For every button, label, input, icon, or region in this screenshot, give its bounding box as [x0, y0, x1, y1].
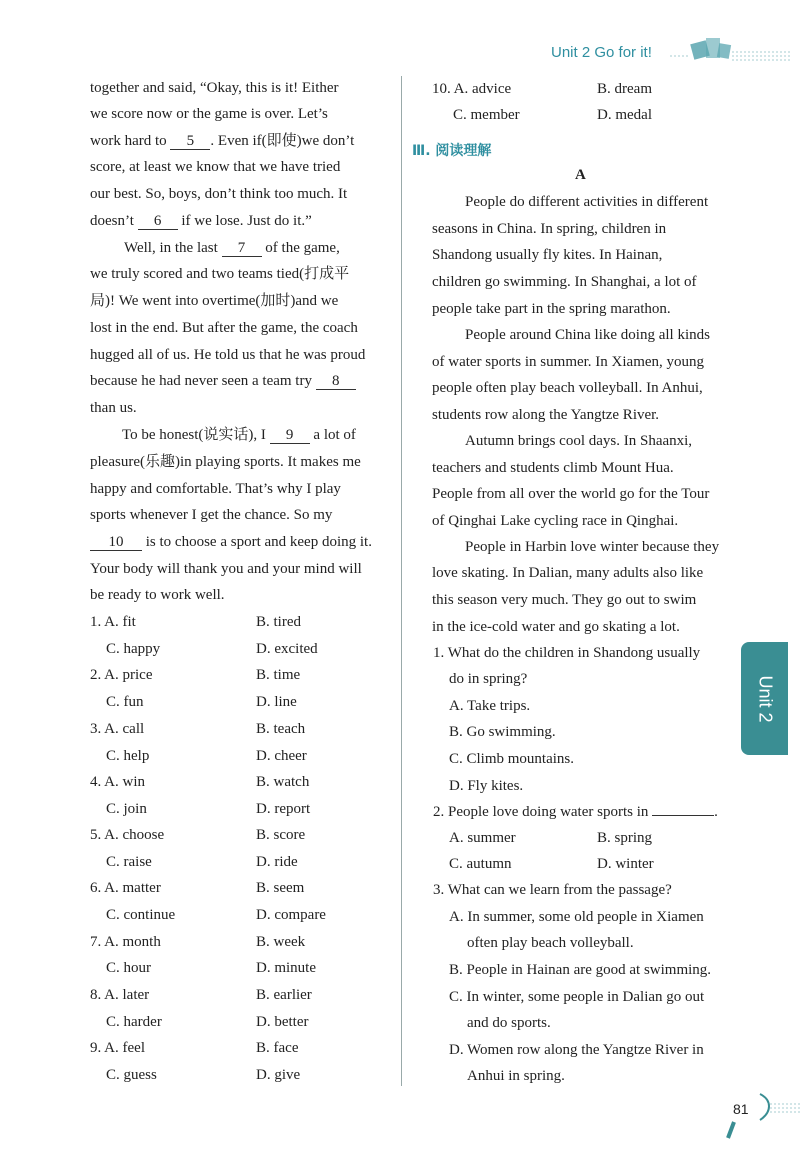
passage-text: because he had never seen a team try: [90, 373, 316, 389]
question-3-option-c: C. In winter, some people in Dalian go out: [449, 989, 705, 1005]
reading-line: Shandong usually fly kites. In Hainan,: [432, 247, 663, 263]
passage-line: [90, 131, 354, 151]
question-1-stem-line2: do in spring?: [449, 671, 528, 687]
passage-line: [122, 425, 356, 445]
passage-text: To be honest(说实话), I: [122, 427, 270, 443]
cloze-9-option-d: D. give: [256, 1067, 301, 1083]
passage-text: we truly scored and two teams tied(打成平: [90, 266, 350, 282]
passage-line: [90, 211, 312, 231]
passage-text: our best. So, boys, don’t think too much. It: [90, 186, 348, 202]
cloze-10-option-a: 10. A. advice: [432, 81, 512, 97]
question-2-stem: [433, 802, 718, 822]
cloze-7-option-a: 7. A. month: [90, 934, 161, 950]
passage-text: sports whenever I get the chance. So my: [90, 507, 333, 523]
passage-text: Well, in the last: [124, 240, 222, 256]
unit-header-title: Unit 2 Go for it!: [551, 44, 652, 61]
passage-text: be ready to work well.: [90, 587, 225, 603]
passage-line: [90, 78, 339, 98]
question-3-option-b: B. People in Hainan are good at swimming.: [449, 962, 712, 978]
reading-line: Autumn brings cool days. In Shaanxi,: [465, 433, 693, 449]
cloze-10-option-b: B. dream: [597, 81, 652, 97]
cloze-6-option-d: D. compare: [256, 907, 326, 923]
question-2-option-a: A. summer: [449, 830, 516, 846]
cloze-5-option-a: 5. A. choose: [90, 827, 165, 843]
cloze-9-option-a: 9. A. feel: [90, 1040, 145, 1056]
cloze-1-option-b: B. tired: [256, 614, 301, 630]
cloze-1-option-a: 1. A. fit: [90, 614, 136, 630]
cloze-blank-7: 7: [222, 240, 262, 257]
question-2-option-b: B. spring: [597, 830, 653, 846]
passage-line: [90, 157, 340, 177]
reading-line: students row along the Yangtze River.: [432, 407, 660, 423]
passage-text: than us.: [90, 400, 137, 416]
passage-text: score, at least we know that we have tried: [90, 159, 341, 175]
reading-line: love skating. In Dalian, many adults also like: [432, 565, 704, 581]
cloze-7-option-c: C. hour: [106, 960, 151, 976]
passage-text: we score now or the game is over. Let’s: [90, 106, 328, 122]
passage-line: [90, 452, 361, 472]
passage-text: lost in the end. But after the game, the coach: [90, 320, 358, 336]
passage-line: [90, 479, 341, 499]
question-3-stem: 3. What can we learn from the passage?: [433, 882, 672, 898]
question-2-option-c: C. autumn: [449, 856, 512, 872]
question-2-stem-text: 2. People love doing water sports in: [433, 804, 649, 820]
page-number: 81: [733, 1101, 749, 1117]
reading-line: seasons in China. In spring, children in: [432, 221, 667, 237]
cloze-9-option-b: B. face: [256, 1040, 299, 1056]
page-number-decoration: [720, 1090, 800, 1140]
cloze-7-option-b: B. week: [256, 934, 306, 950]
cloze-10-option-d: D. medal: [597, 107, 652, 123]
cloze-8-option-d: D. better: [256, 1014, 309, 1030]
cloze-9-option-c: C. guess: [106, 1067, 157, 1083]
passage-line: [90, 264, 349, 284]
passage-text: is to choose a sport and keep doing it.: [142, 534, 372, 550]
cloze-2-option-c: C. fun: [106, 694, 144, 710]
cloze-8-option-a: 8. A. later: [90, 987, 150, 1003]
passage-text: hugged all of us. He told us that he was proud: [90, 347, 366, 363]
reading-line: People from all over the world go for the Tour: [432, 486, 710, 502]
cloze-2-option-b: B. time: [256, 667, 301, 683]
reading-line: people often play beach volleyball. In Anhui,: [432, 380, 703, 396]
passage-line: [90, 532, 372, 552]
cloze-3-option-a: 3. A. call: [90, 721, 145, 737]
cloze-8-option-b: B. earlier: [256, 987, 312, 1003]
question-2-option-d: D. winter: [597, 856, 654, 872]
cloze-2-option-d: D. line: [256, 694, 297, 710]
passage-text: together and said, “Okay, this is it! Either: [90, 80, 339, 96]
cloze-6-option-a: 6. A. matter: [90, 880, 161, 896]
question-2-blank: [652, 815, 714, 816]
passage-text: work hard to: [90, 133, 171, 149]
unit-side-tab-label: Unit 2: [755, 674, 775, 723]
passage-text: doesn’t: [90, 213, 138, 229]
cloze-6-option-b: B. seem: [256, 880, 305, 896]
reading-line: this season very much. They go out to swim: [432, 592, 697, 608]
passage-text: . Even if(即使)we don’t: [210, 133, 355, 149]
passage-line: [90, 318, 358, 338]
unit-side-tab: [741, 642, 788, 755]
question-1-option-b: B. Go swimming.: [449, 724, 556, 740]
reading-line: children go swimming. In Shanghai, a lot of: [432, 274, 697, 290]
passage-line: [90, 345, 365, 365]
question-1-option-d: D. Fly kites.: [449, 778, 524, 794]
passage-text: a lot of: [309, 427, 356, 443]
cloze-blank-5: 5: [170, 133, 210, 150]
cloze-4-option-b: B. watch: [256, 774, 310, 790]
question-1-option-c: C. Climb mountains.: [449, 751, 575, 767]
passage-line: [90, 505, 332, 525]
question-2-stem-end: .: [714, 804, 718, 820]
cloze-5-option-b: B. score: [256, 827, 306, 843]
question-1-stem-line1: 1. What do the children in Shandong usually: [433, 645, 701, 661]
question-3-option-a-cont: often play beach volleyball.: [467, 935, 634, 951]
question-3-option-c-cont: and do sports.: [467, 1015, 551, 1031]
cloze-4-option-d: D. report: [256, 801, 311, 817]
reading-line: People do different activities in different: [465, 194, 709, 210]
cloze-blank-8: 8: [316, 373, 356, 390]
cloze-blank-9: 9: [270, 427, 310, 444]
cloze-2-option-a: 2. A. price: [90, 667, 153, 683]
reading-line: of Qinghai Lake cycling race in Qinghai.: [432, 513, 679, 529]
cloze-4-option-a: 4. A. win: [90, 774, 146, 790]
question-3-option-d: D. Women row along the Yangtze River in: [449, 1042, 704, 1058]
passage-text: happy and comfortable. That’s why I play: [90, 481, 341, 497]
cloze-6-option-c: C. continue: [106, 907, 176, 923]
header-decoration: [670, 34, 790, 68]
passage-text: 局)! We went into overtime(加时)and we: [90, 293, 339, 309]
cloze-3-option-d: D. cheer: [256, 748, 307, 764]
passage-line: [90, 585, 225, 605]
reading-line: of water sports in summer. In Xiamen, young: [432, 354, 705, 370]
reading-line: in the ice-cold water and go skating a lot.: [432, 619, 680, 635]
passage-line: [90, 371, 356, 391]
reading-line: People around China like doing all kinds: [465, 327, 710, 343]
passage-letter: A: [575, 167, 586, 183]
cloze-7-option-d: D. minute: [256, 960, 316, 976]
passage-line: [90, 559, 362, 579]
passage-line: [90, 291, 338, 311]
question-3-option-a: A. In summer, some old people in Xiamen: [449, 909, 704, 925]
reading-line: people take part in the spring marathon.: [432, 301, 671, 317]
cloze-4-option-c: C. join: [106, 801, 147, 817]
passage-text: if we lose. Just do it.”: [177, 213, 312, 229]
cloze-blank-6: 6: [138, 213, 178, 230]
section-title: Ⅲ. 阅读理解: [412, 143, 492, 159]
question-1-option-a: A. Take trips.: [449, 698, 531, 714]
cloze-8-option-c: C. harder: [106, 1014, 162, 1030]
cloze-1-option-d: D. excited: [256, 641, 318, 657]
passage-line: [90, 398, 137, 418]
cloze-10-option-c: C. member: [453, 107, 520, 123]
cloze-5-option-c: C. raise: [106, 854, 152, 870]
passage-line: [124, 238, 340, 258]
question-3-option-d-cont: Anhui in spring.: [467, 1068, 565, 1084]
cloze-1-option-c: C. happy: [106, 641, 161, 657]
reading-line: People in Harbin love winter because they: [465, 539, 720, 555]
passage-line: [90, 184, 347, 204]
passage-line: [90, 104, 328, 124]
passage-text: pleasure(乐趣)in playing sports. It makes me: [90, 454, 361, 470]
passage-text: of the game,: [261, 240, 340, 256]
cloze-3-option-c: C. help: [106, 748, 150, 764]
cloze-5-option-d: D. ride: [256, 854, 298, 870]
column-divider: [401, 76, 402, 1086]
reading-line: teachers and students climb Mount Hua.: [432, 460, 674, 476]
passage-text: Your body will thank you and your mind will: [90, 561, 362, 577]
cloze-3-option-b: B. teach: [256, 721, 306, 737]
cloze-blank-10: 10: [90, 534, 142, 551]
